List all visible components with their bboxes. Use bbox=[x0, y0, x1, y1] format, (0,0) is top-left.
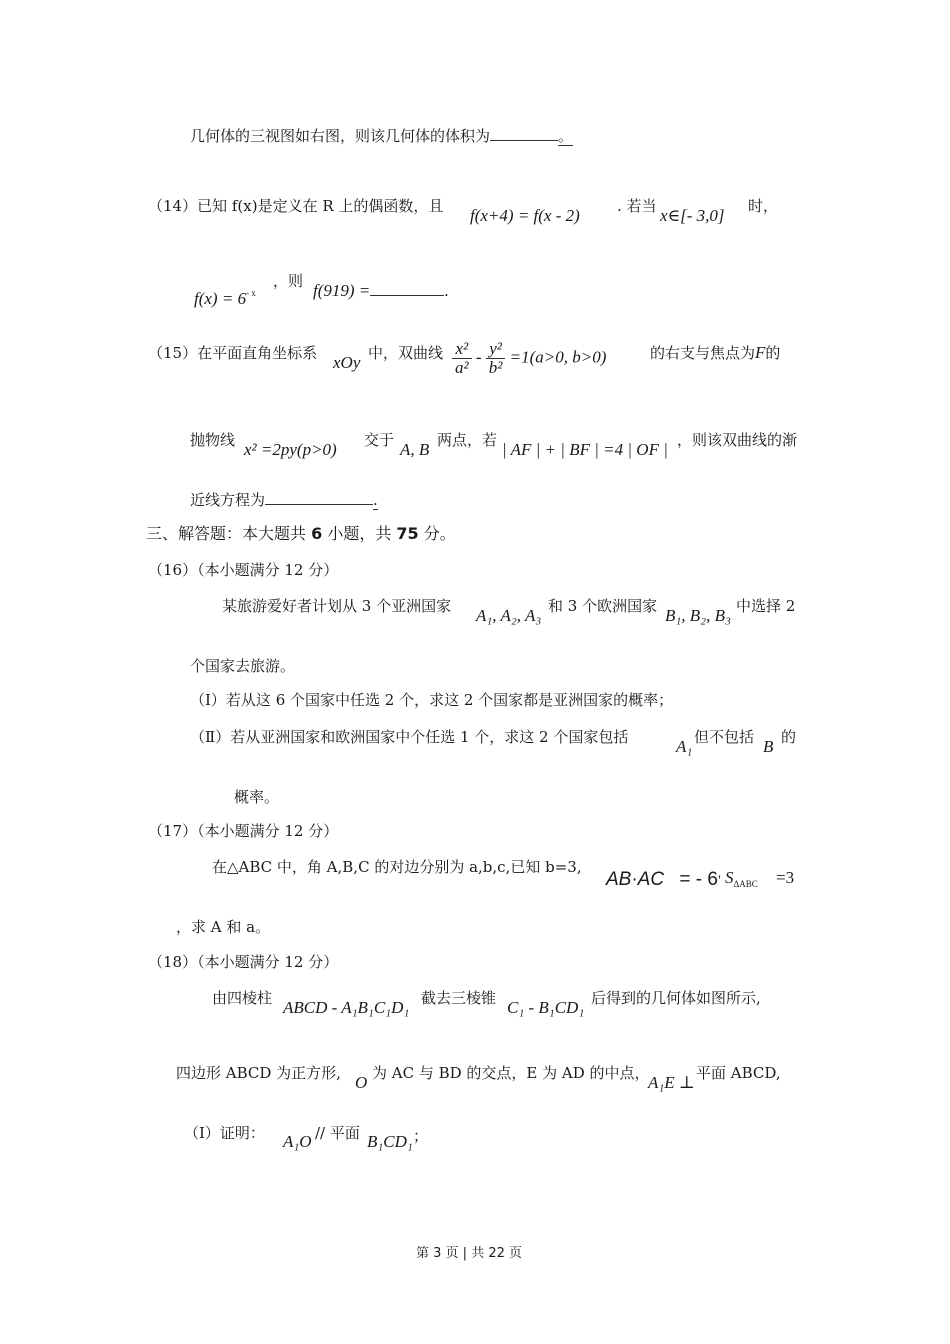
q15-minus: - bbox=[475, 347, 482, 367]
q18-text5: 为 AC 与 BD 的交点，E 为 AD 的中点， bbox=[372, 1064, 650, 1082]
q17-area-sub: ΔABC bbox=[733, 879, 758, 889]
section3-prefix: 三、解答题：本大题共 bbox=[146, 524, 312, 543]
q15-text7: 两点，若 bbox=[437, 431, 498, 449]
q17-number: （17）（本小题满分 12 分） bbox=[148, 822, 339, 840]
q15-text6: 交于 bbox=[364, 431, 395, 449]
q15-condition: =1(a>0, b>0) bbox=[509, 347, 607, 367]
q15-end: . bbox=[373, 491, 378, 509]
q18-text3: 后得到的几何体如图所示, bbox=[591, 989, 761, 1007]
q16-text4: 个国家去旅游。 bbox=[190, 657, 296, 675]
q14-answer-blank bbox=[370, 285, 444, 296]
q17-separator: ’ bbox=[717, 872, 722, 888]
q16-text2: 和 3 个欧洲国家 bbox=[548, 597, 658, 615]
q15-text2: 中，双曲线 bbox=[368, 344, 444, 362]
q14-text1: 已知 f(x)是定义在 R 上的偶函数，且 bbox=[197, 197, 444, 215]
q17-vector bbox=[606, 870, 721, 890]
q14-end: . bbox=[444, 281, 449, 300]
q15-text9: 近线方程为 bbox=[190, 491, 266, 509]
q14-condition: x∈[- 3,0] bbox=[660, 206, 725, 225]
q16-text1: 某旅游爱好者计划从 3 个亚洲国家 bbox=[222, 597, 452, 615]
q15-frac-x bbox=[452, 340, 472, 377]
q18-part1-a1o: A₁O bbox=[283, 1132, 312, 1151]
q15-condition2: | AF | + | BF | =4 | OF | bbox=[502, 440, 668, 459]
q17-area bbox=[725, 868, 794, 894]
q15-number: （15） bbox=[148, 344, 198, 362]
q15-frac-x-den: a² bbox=[455, 358, 469, 377]
q14-ask-text: f(919) = bbox=[313, 281, 371, 300]
q17-area-symbol: S bbox=[725, 868, 734, 887]
section3-suffix: 分。 bbox=[418, 524, 456, 543]
q16-part2-d: 概率。 bbox=[234, 788, 280, 806]
q14-eq2: f(x) = 6 bbox=[194, 289, 247, 308]
section3-count: 6 bbox=[311, 524, 323, 543]
q14-number: （14） bbox=[148, 197, 198, 215]
q13-answer-blank bbox=[490, 126, 558, 141]
q15-line1 bbox=[148, 343, 317, 363]
q13-tail bbox=[190, 126, 573, 146]
q18-text1: 由四棱柱 bbox=[212, 989, 273, 1007]
q15-parabola: x² =2py(p>0) bbox=[244, 440, 337, 459]
q18-number: （18）（本小题满分 12 分） bbox=[148, 953, 339, 971]
q14-function-def bbox=[194, 283, 256, 309]
q15-points: A, B bbox=[400, 440, 430, 459]
q15-hyperbola bbox=[452, 340, 606, 377]
q18-part1-b: // 平面 bbox=[315, 1124, 360, 1142]
q14-line1 bbox=[148, 196, 443, 216]
q16-part2-set-b: B bbox=[763, 737, 774, 756]
q14-eq2-exponent: - x bbox=[246, 288, 256, 298]
q15-frac-y-num: y² bbox=[486, 340, 506, 359]
q15-text4: 的 bbox=[765, 344, 781, 362]
q16-part2-c: 的 bbox=[781, 728, 797, 746]
q15-text1: 在平面直角坐标系 bbox=[197, 344, 318, 362]
footer-pre: 第 bbox=[416, 1246, 434, 1261]
q15-text3: 的右支与焦点为 bbox=[650, 344, 756, 362]
q16-number: （16）（本小题满分 12 分） bbox=[148, 561, 339, 579]
q15-focus: F bbox=[755, 343, 766, 362]
q17-text1: 在△ABC 中，角 A,B,C 的对边分别为 a,b,c,已知 b=3, bbox=[212, 858, 582, 876]
q14-text2: . 若当 bbox=[617, 197, 657, 215]
section3-score: 75 bbox=[396, 524, 419, 543]
q17-area-eq: =3 bbox=[776, 868, 795, 887]
q18-part1-plane: B₁CD₁ bbox=[367, 1132, 413, 1151]
q15-frac-y-den: b² bbox=[488, 358, 503, 377]
q18-text2: 截去三棱锥 bbox=[421, 989, 497, 1007]
q16-europe: B₁, B₂, B₃ bbox=[665, 606, 731, 625]
q15-answer-blank bbox=[265, 490, 373, 505]
q18-part1-a: （Ⅰ）证明： bbox=[184, 1124, 265, 1142]
q16-text3: 中选择 2 bbox=[736, 597, 796, 615]
footer-total-pages: 22 bbox=[488, 1246, 505, 1261]
q18-text6: 平面 ABCD, bbox=[696, 1064, 781, 1082]
q16-part2-b: 但不包括 bbox=[694, 728, 755, 746]
q18-pyramid: C₁ - B₁CD₁ bbox=[507, 998, 585, 1017]
q15-frac-y bbox=[486, 340, 506, 377]
q16-part1: （Ⅰ）若从这 6 个国家中任选 2 个，求这 2 个国家都是亚洲国家的概率； bbox=[190, 691, 674, 709]
q15-line1-end bbox=[650, 343, 780, 363]
q14-text4: ，则 bbox=[273, 272, 304, 290]
section3-mid: 小题，共 bbox=[322, 524, 397, 543]
footer-mid: 页 | 共 bbox=[441, 1246, 489, 1261]
q17-vector-product: AB·AC bbox=[606, 869, 665, 890]
q14-text3: 时， bbox=[748, 197, 779, 215]
section3-heading bbox=[146, 524, 456, 544]
q18-part1-c: ； bbox=[413, 1127, 429, 1145]
q17-text2: ，求 A 和 a。 bbox=[176, 918, 271, 936]
q15-coord-system: xOy bbox=[333, 353, 361, 372]
page-footer bbox=[416, 1244, 522, 1264]
q13-text: 几何体的三视图如右图，则该几何体的体积为 bbox=[190, 127, 491, 145]
q13-end: 。 bbox=[558, 127, 574, 145]
q15-line3 bbox=[190, 490, 378, 510]
footer-page-number: 3 bbox=[433, 1246, 442, 1261]
q15-text5: 抛物线 bbox=[190, 431, 236, 449]
q14-ask bbox=[313, 281, 449, 301]
q16-part2-a: （Ⅱ）若从亚洲国家和欧洲国家中个任选 1 个，求这 2 个国家包括 bbox=[190, 728, 629, 746]
q16-asia: A₁, A₂, A₃ bbox=[476, 606, 542, 625]
q16-part2-a1: A₁ bbox=[676, 737, 693, 756]
q15-text8: ，则该双曲线的渐 bbox=[677, 431, 798, 449]
q18-text4: 四边形 ABCD 为正方形, bbox=[176, 1064, 341, 1082]
q18-point-o: O bbox=[355, 1073, 368, 1092]
q18-a1e: A₁E ⊥ bbox=[648, 1073, 695, 1092]
q14-equation: f(x+4) = f(x - 2) bbox=[470, 206, 580, 225]
q17-vector-eq: = - 6 bbox=[679, 869, 718, 890]
q15-frac-x-num: x² bbox=[452, 340, 472, 359]
q18-prism: ABCD - A₁B₁C₁D₁ bbox=[283, 998, 410, 1017]
footer-post: 页 bbox=[504, 1246, 523, 1261]
